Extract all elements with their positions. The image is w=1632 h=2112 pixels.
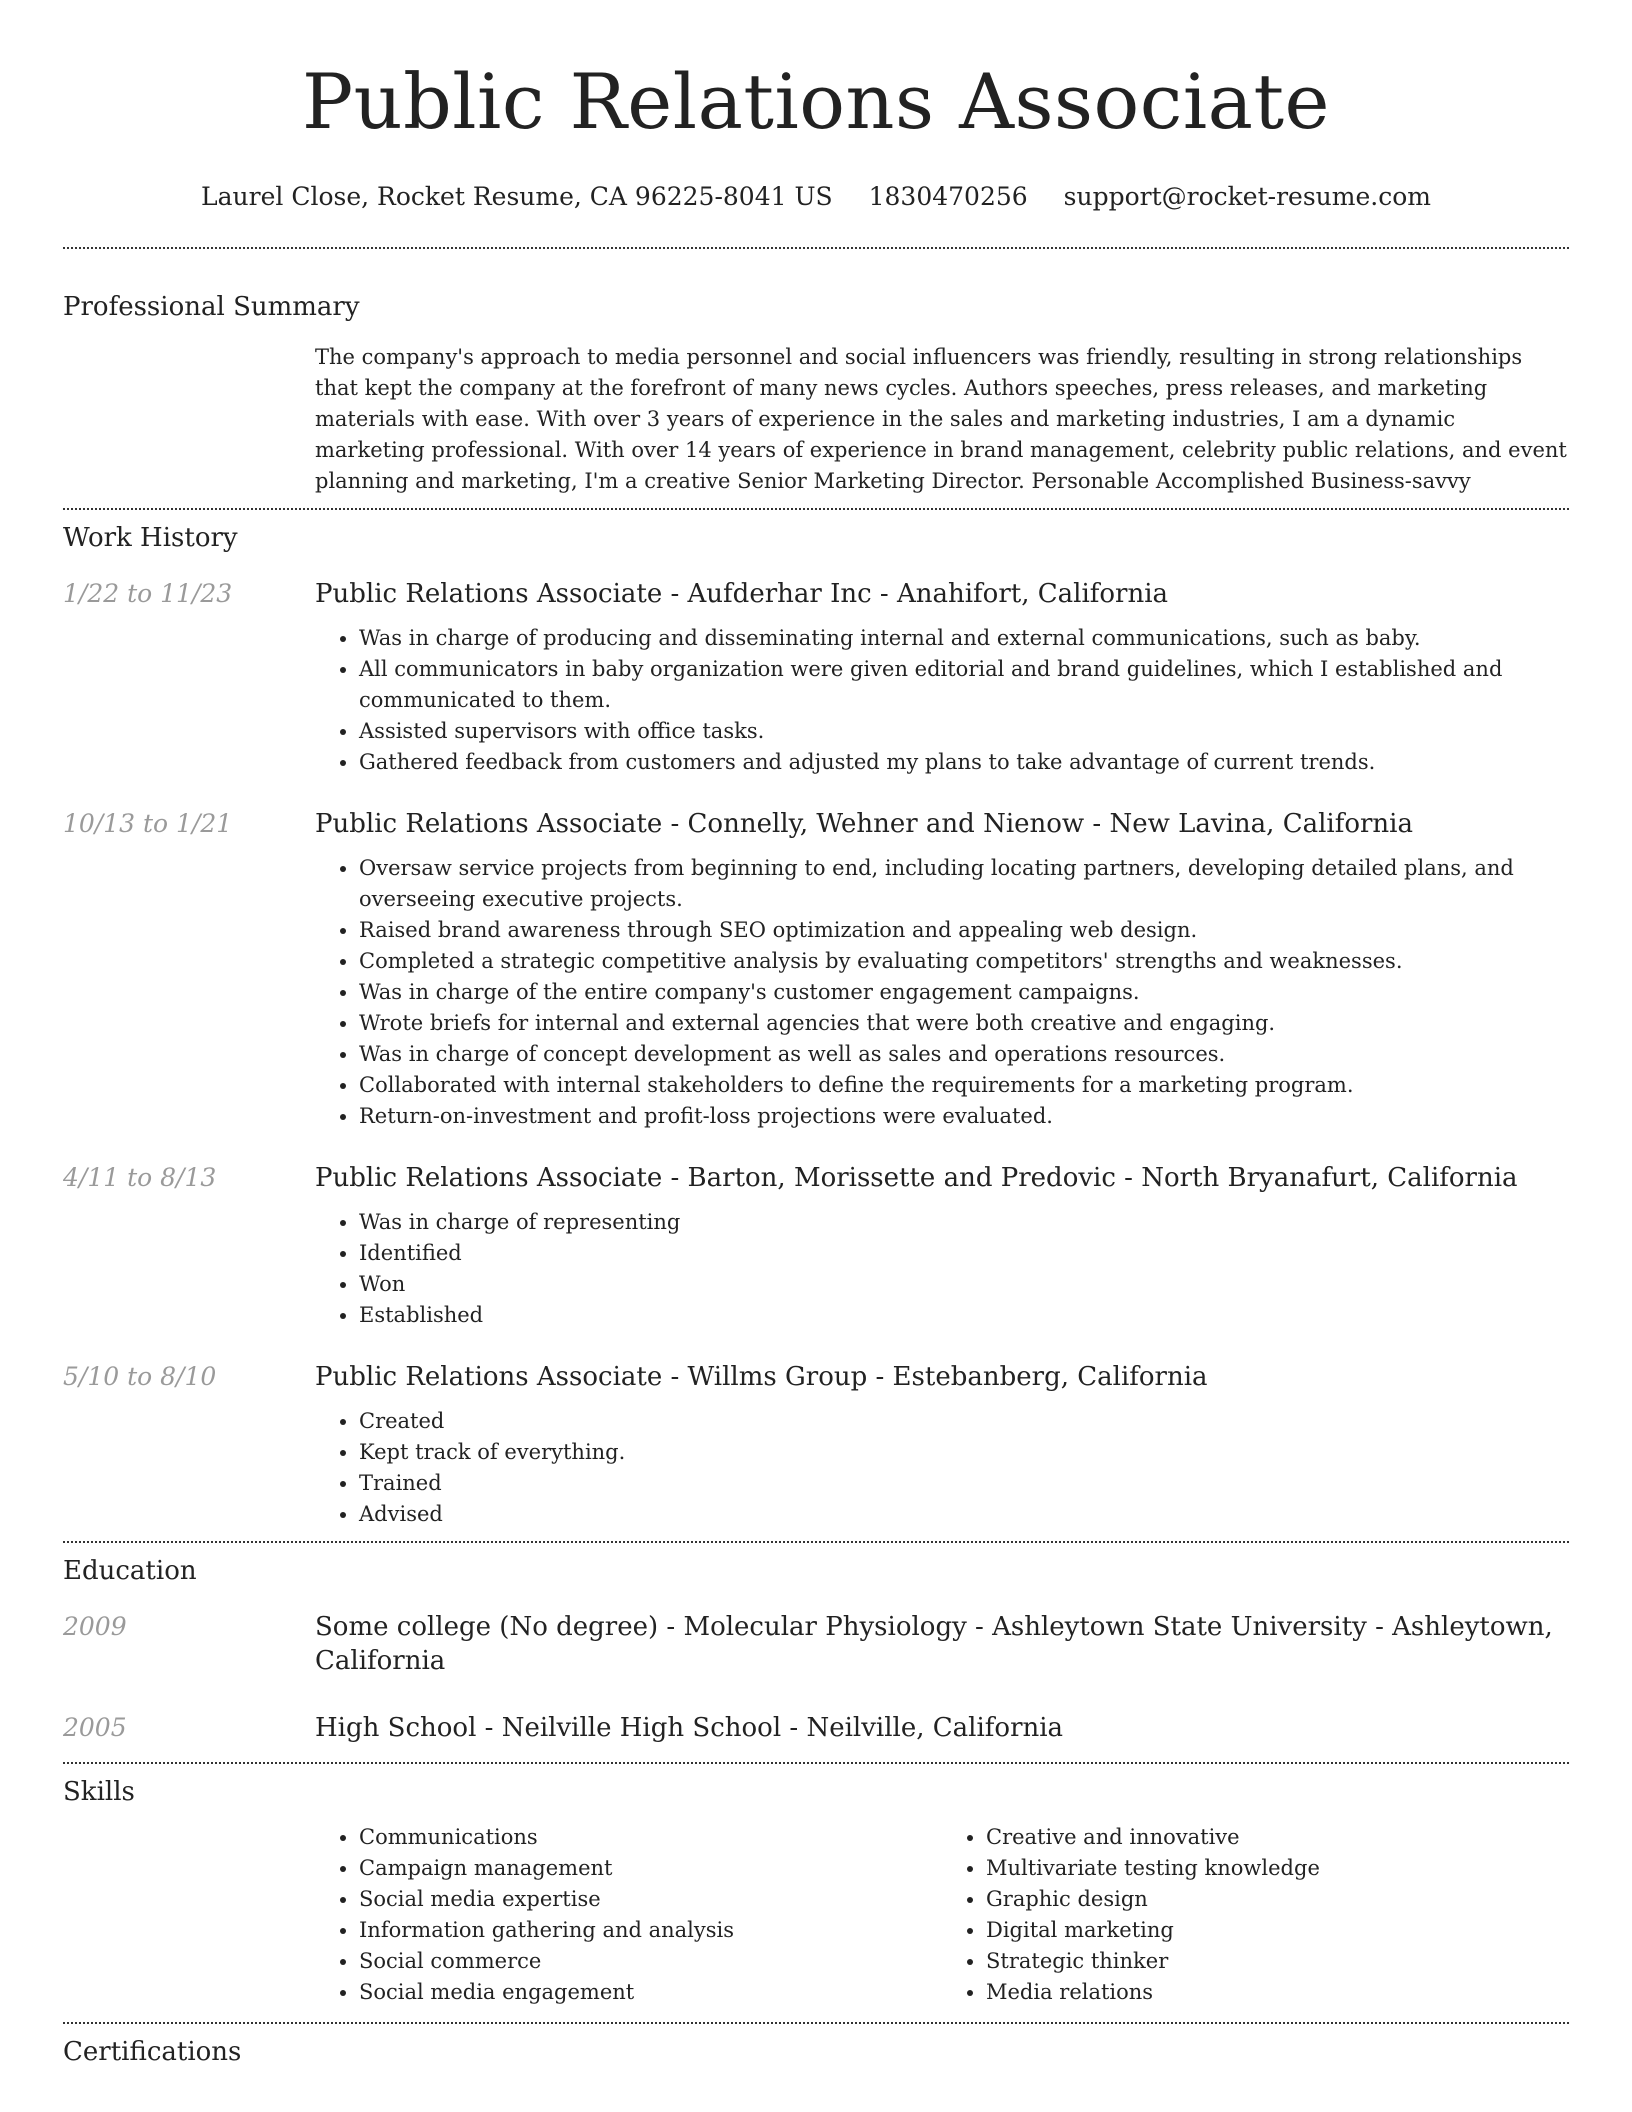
work-section-title: Work History: [63, 523, 238, 553]
job-bullet: • Was in charge of representing: [359, 1207, 1569, 1238]
job-bullet: • Return-on-investment and profit-loss projections were evaluated.: [359, 1101, 1569, 1132]
job-bullets: [315, 1207, 1569, 1331]
job-entry: [63, 577, 1569, 778]
job-entry: [63, 1161, 1569, 1331]
contact-line: [63, 182, 1569, 212]
job-bullets: [315, 1406, 1569, 1530]
section-divider: [63, 508, 1569, 510]
job-dates: 5/10 to 8/10: [63, 1362, 217, 1391]
skill-item: • Social media expertise: [359, 1884, 942, 1915]
job-bullet: • Trained: [359, 1468, 1569, 1499]
job-bullet: • Established: [359, 1300, 1569, 1331]
education-entry: [63, 1711, 1569, 1745]
certifications-section-title: Certifications: [63, 2037, 242, 2067]
summary-section-title: Professional Summary: [63, 292, 360, 322]
job-body: [315, 577, 1569, 778]
skill-item: • Digital marketing: [986, 1915, 1569, 1946]
job-bullet: • Collaborated with internal stakeholders to define the requirements for a marketing program.: [359, 1070, 1569, 1101]
skill-item: • Creative and innovative: [986, 1822, 1569, 1853]
education-section-title: Education: [63, 1556, 197, 1586]
skill-item: • Multivariate testing knowledge: [986, 1853, 1569, 1884]
skill-item: • Social media engagement: [359, 1977, 942, 2008]
resume-name: Public Relations Associate: [302, 57, 1330, 146]
job-bullet: • Wrote briefs for internal and external agencies that were both creative and engaging.: [359, 1008, 1569, 1039]
section-divider: [63, 2022, 1569, 2024]
job-bullet: • Kept track of everything.: [359, 1437, 1569, 1468]
job-bullet: • Oversaw service projects from beginning to end, including locating partners, developing detailed plans, and overseeing executive projects.: [359, 853, 1569, 915]
job-bullet: • Identified: [359, 1238, 1569, 1269]
job-bullet: • Was in charge of the entire company's customer engagement campaigns.: [359, 977, 1569, 1008]
job-bullet: • Gathered feedback from customers and adjusted my plans to take advantage of current trends.: [359, 747, 1569, 778]
job-body: [315, 807, 1569, 1132]
education-text: Some college (No degree) - Molecular Physiology - Ashleytown State University - Ashleytown, California: [315, 1612, 1553, 1676]
job-bullet: • Won: [359, 1269, 1569, 1300]
job-entry: [63, 1360, 1569, 1530]
job-title: Public Relations Associate - Connelly, Wehner and Nienow - New Lavina, California: [315, 809, 1413, 839]
job-dates: 4/11 to 8/13: [63, 1163, 217, 1192]
job-body: [315, 1161, 1569, 1331]
education-entry: [63, 1610, 1569, 1678]
education-year: 2005: [63, 1713, 127, 1742]
section-divider: [63, 1541, 1569, 1543]
job-bullet: • Created: [359, 1406, 1569, 1437]
job-bullet: • Was in charge of concept development as well as sales and operations resources.: [359, 1039, 1569, 1070]
job-bullets: [315, 623, 1569, 778]
skill-item: • Strategic thinker: [986, 1946, 1569, 1977]
job-bullet: • All communicators in baby organization were given editorial and brand guidelines, which I established and communicated to them.: [359, 654, 1569, 716]
job-title: Public Relations Associate - Barton, Morissette and Predovic - North Bryanafurt, California: [315, 1163, 1518, 1193]
skill-item: • Media relations: [986, 1977, 1569, 2008]
section-divider: [63, 1762, 1569, 1764]
job-title: Public Relations Associate - Aufderhar Inc - Anahifort, California: [315, 579, 1169, 609]
skills-right-list: [942, 1822, 1569, 2008]
job-body: [315, 1360, 1569, 1530]
job-dates: 1/22 to 11/23: [63, 579, 233, 608]
skill-item: • Campaign management: [359, 1853, 942, 1884]
skills-columns: [315, 1822, 1569, 2008]
job-bullets: [315, 853, 1569, 1132]
job-bullet: • Raised brand awareness through SEO optimization and appealing web design.: [359, 915, 1569, 946]
job-title: Public Relations Associate - Willms Group - Estebanberg, California: [315, 1362, 1208, 1392]
skill-item: • Information gathering and analysis: [359, 1915, 942, 1946]
summary-text: The company's approach to media personnel and social influencers was friendly, resulting in strong relationships that kept the company at the forefront of many news cycles. Authors speeches, press releases, and marketing materials with ease. With over 3 years of experience in the sales and marketing industries, I am a dynamic marketing professional. With over 14 years of experience in brand management, celebrity public relations, and event planning and marketing, I'm a creative Senior Marketing Director. Personable Accomplished Business-savvy: [315, 345, 1567, 493]
contact-email: support@rocket-resume.com: [1063, 182, 1431, 211]
job-bullet: • Completed a strategic competitive analysis by evaluating competitors' strengths and weaknesses.: [359, 946, 1569, 977]
contact-phone: 1830470256: [868, 182, 1028, 211]
resume-page: [63, 0, 1569, 2069]
education-year: 2009: [63, 1612, 127, 1641]
skill-item: • Graphic design: [986, 1884, 1569, 1915]
skills-section-title: Skills: [63, 1777, 135, 1807]
job-bullet: • Advised: [359, 1499, 1569, 1530]
job-dates: 10/13 to 1/21: [63, 809, 233, 838]
education-text: High School - Neilville High School - Neilville, California: [315, 1713, 1064, 1743]
skill-item: • Social commerce: [359, 1946, 942, 1977]
job-entry: [63, 807, 1569, 1132]
contact-address: Laurel Close, Rocket Resume, CA 96225-8041 US: [201, 182, 833, 211]
job-bullet: • Was in charge of producing and disseminating internal and external communications, such as baby.: [359, 623, 1569, 654]
skill-item: • Communications: [359, 1822, 942, 1853]
skills-left-list: [315, 1822, 942, 2008]
section-divider: [63, 247, 1569, 249]
job-bullet: • Assisted supervisors with office tasks.: [359, 716, 1569, 747]
